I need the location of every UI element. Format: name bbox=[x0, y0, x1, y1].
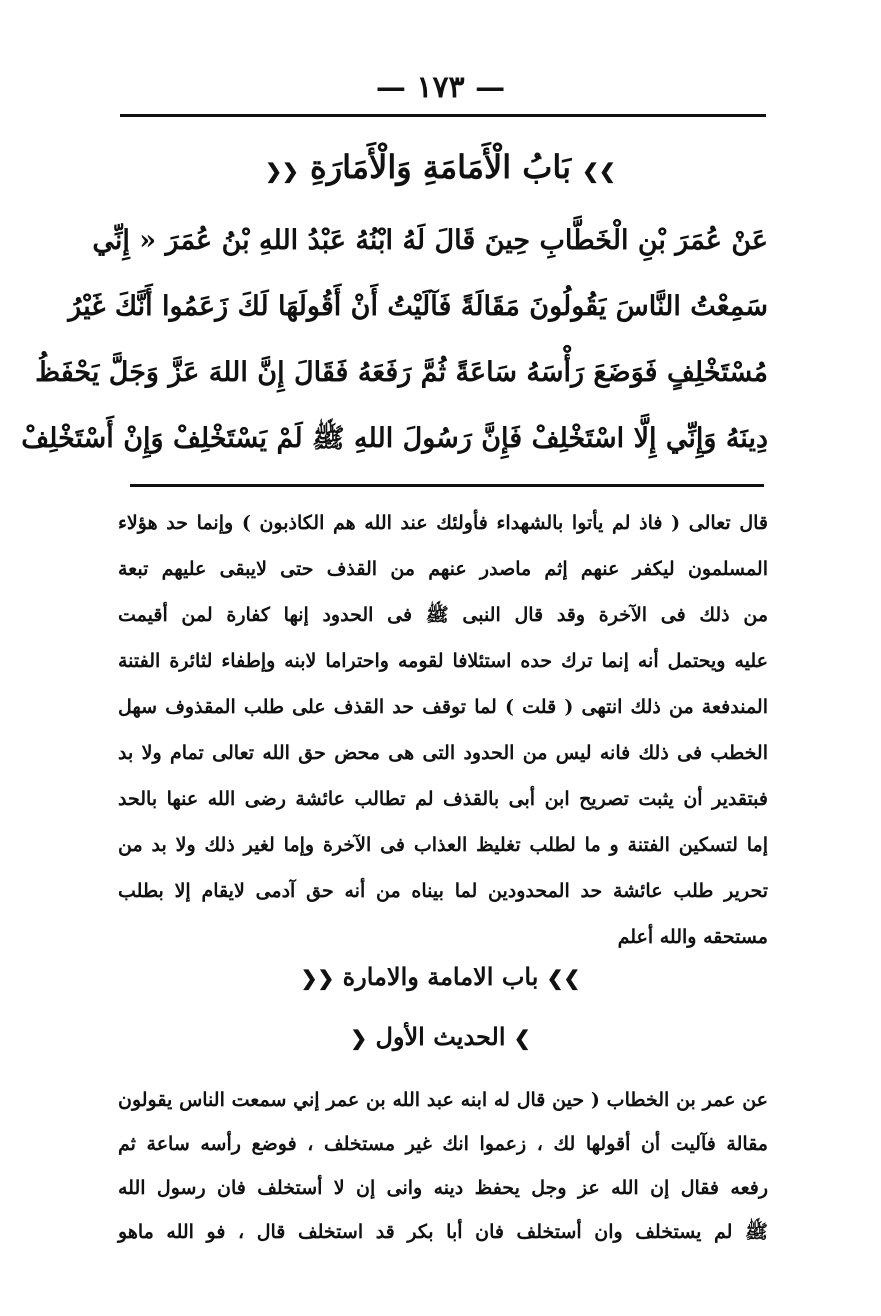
commentary-line: عليه ويحتمل أنه إنما ترك حده استئلافا لقومه واحتراما لابنه وإطفاء لثائرة الفتنة bbox=[118, 650, 768, 672]
hadith-line: رفعه فقال إن الله عز وجل يحفظ دينه وانى إن لا أستخلف فان رسول الله bbox=[118, 1177, 768, 1199]
hadith-line: عن عمر بن الخطاب ( حين قال له ابنه عبد الله بن عمر إني سمعت الناس يقولون bbox=[118, 1089, 768, 1111]
matn-line: سَمِعْتُ النَّاسَ يَقُولُونَ مَقَالَةً فَآلَيْتُ أَنْ أَقُولَهَا لَكَ زَعَمُوا أَنَّكَ غَيْرُ bbox=[68, 291, 768, 322]
commentary-line: مستحقه والله أعلم bbox=[617, 926, 768, 948]
hadith-title: الحديث الأول bbox=[375, 1022, 506, 1051]
commentary-line: فبتقدير أن يثبت تصريح ابن أبى بالقذف لم تطالب عائشة رضى الله عنها بالحد bbox=[118, 788, 768, 810]
hadith-ornament-right: ❯ bbox=[513, 1026, 531, 1050]
heading-ornament-right: ❯❯ bbox=[546, 966, 581, 990]
section-divider bbox=[130, 484, 764, 487]
commentary-line: إما لتسكين الفتنة و ما لطلب تغليظ العذاب فى الآخرة وإما لغير ذلك ولا بد من bbox=[118, 834, 768, 856]
commentary-line: قال تعالى ( فاذ لم يأتوا بالشهداء فأولئك عند الله هم الكاذبون ) وإنما حد هؤلاء bbox=[118, 512, 768, 534]
commentary-line: المندفعة من ذلك انتهى ( قلت ) لما توقف حد القذف على طلب المقذوف سهل bbox=[118, 696, 768, 718]
hadith-line: مقالة فآليت أن أقولها لك ، زعموا انك غير مستخلف ، فوضع رأسه ساعة ثم bbox=[118, 1133, 768, 1155]
matn-chapter-title: بَابُ الْأَمَامَةِ وَالْأَمَارَةِ bbox=[309, 148, 572, 186]
commentary-line: المسلمون ليكفر عنهم إثم ماصدر عنهم من القذف حتى لايبقى عليهم تبعة bbox=[118, 558, 768, 580]
page-number: — ١٧٣ — bbox=[375, 70, 506, 105]
commentary-line: من ذلك فى الآخرة وقد قال النبى ﷺ فى الحدود إنها كفارة لمن أقيمت bbox=[118, 604, 768, 626]
matn-line: دِينَهُ وَإِنِّي إِلَّا اسْتَخْلِفْ فَإِنَّ رَسُولَ اللهِ ﷺ لَمْ يَسْتَخْلِفْ وَإِنْ أَسْتَخْلِفْ bbox=[21, 423, 768, 454]
matn-text-block bbox=[21, 208, 768, 472]
commentary-chapter-heading bbox=[0, 962, 881, 991]
commentary-line: الخطب فى ذلك فانه ليس من الحدود التى هى محض حق الله تعالى تمام ولا بد bbox=[118, 742, 768, 764]
matn-chapter-heading bbox=[0, 148, 881, 186]
heading-ornament-left: ❮❮ bbox=[300, 966, 335, 990]
commentary-line: تحرير طلب عائشة حد المحدودين لما بيناه من أنه حق آدمى لايقام إلا بطلب bbox=[118, 880, 768, 902]
heading-ornament-left: ❮❮ bbox=[265, 159, 299, 183]
hadith-heading bbox=[0, 1022, 881, 1051]
matn-line: مُسْتَخْلِفٍ فَوَضَعَ رَأْسَهُ سَاعَةً ثُمَّ رَفَعَهُ فَقَالَ إِنَّ اللهَ عَزَّ وَجَلَّ يَحْفَظُ bbox=[35, 357, 768, 388]
commentary-text-block bbox=[118, 500, 768, 960]
hadith-ornament-left: ❮ bbox=[350, 1026, 368, 1050]
matn-line: عَنْ عُمَرَ بْنِ الْخَطَّابِ حِينَ قَالَ لَهُ ابْنُهُ عَبْدُ اللهِ بْنُ عُمَرَ « إِنِّي bbox=[92, 225, 768, 256]
commentary-chapter-title: باب الامامة والامارة bbox=[342, 962, 539, 991]
heading-ornament-right: ❯❯ bbox=[582, 159, 616, 183]
hadith-line: ﷺ لم يستخلف وان أستخلف فان أبا بكر قد استخلف قال ، فو الله ماهو bbox=[118, 1221, 768, 1243]
header-rule bbox=[120, 114, 766, 117]
hadith-text-block bbox=[118, 1078, 768, 1254]
